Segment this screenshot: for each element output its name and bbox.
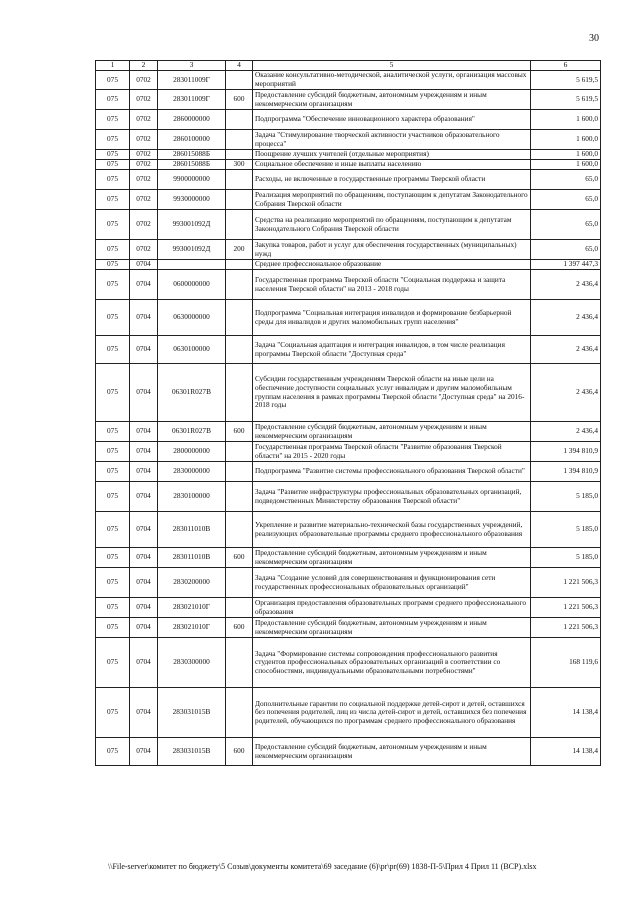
cell-description: Подпрограмма "Обеспечение инновационного характера образования" bbox=[253, 110, 531, 130]
cell-expense-type bbox=[226, 598, 253, 618]
budget-table bbox=[95, 60, 601, 766]
cell-description: Укрепление и развитие материально-технической базы государственных учреждений, реализующих образовательные программы среднего профессионального образования bbox=[253, 512, 531, 548]
cell-amount: 1 221 506,3 bbox=[531, 618, 601, 638]
cell-expense-type bbox=[226, 130, 253, 150]
cell-section: 0702 bbox=[130, 71, 158, 90]
cell-section: 0702 bbox=[130, 210, 158, 240]
cell-ministry: 075 bbox=[96, 170, 130, 190]
cell-description: Средства на реализацию мероприятий по обращениям, поступающим к депутатам Законодательного Собрания Тверской области bbox=[253, 210, 531, 240]
header-cell: 1 bbox=[96, 61, 130, 71]
cell-expense-type bbox=[226, 442, 253, 462]
cell-target-code: 0630100000 bbox=[158, 336, 226, 364]
cell-target-code: 9930000000 bbox=[158, 190, 226, 210]
cell-expense-type bbox=[226, 300, 253, 336]
cell-expense-type bbox=[226, 71, 253, 90]
cell-ministry: 075 bbox=[96, 618, 130, 638]
cell-description: Задача "Развитие инфраструктуры профессиональных образовательных организаций, подведомственных Министерству образования Тверской области" bbox=[253, 482, 531, 512]
table-row bbox=[96, 688, 601, 738]
cell-description: Предоставление субсидий бюджетным, автономным учреждениям и иным некоммерческим организациям bbox=[253, 618, 531, 638]
cell-amount: 2 436,4 bbox=[531, 300, 601, 336]
cell-target-code: 283011009Г bbox=[158, 90, 226, 110]
table-row bbox=[96, 442, 601, 462]
cell-ministry: 075 bbox=[96, 568, 130, 598]
cell-amount: 1 221 506,3 bbox=[531, 598, 601, 618]
cell-description: Государственная программа Тверской области "Развитие образования Тверской области" на 2015 - 2020 годы bbox=[253, 442, 531, 462]
cell-ministry: 075 bbox=[96, 422, 130, 442]
cell-amount: 5 185,0 bbox=[531, 548, 601, 568]
cell-ministry: 075 bbox=[96, 110, 130, 130]
cell-expense-type bbox=[226, 462, 253, 482]
cell-expense-type bbox=[226, 190, 253, 210]
footer-file-path: \\File-server\комитет по бюджету\5 Созыв\документы комитета\69 заседание (6)\pr\pr(69) 1838-П-5\Прил 4 Прил 11 (ВСР).xlsx bbox=[108, 862, 537, 871]
cell-amount: 168 119,6 bbox=[531, 638, 601, 688]
cell-ministry: 075 bbox=[96, 548, 130, 568]
table-row bbox=[96, 462, 601, 482]
cell-ministry: 075 bbox=[96, 150, 130, 160]
cell-section: 0702 bbox=[130, 150, 158, 160]
cell-expense-type bbox=[226, 336, 253, 364]
cell-description: Поощрение лучших учителей (отдельные мероприятия) bbox=[253, 150, 531, 160]
table-row bbox=[96, 110, 601, 130]
cell-expense-type bbox=[226, 482, 253, 512]
table-row bbox=[96, 260, 601, 270]
cell-section: 0702 bbox=[130, 160, 158, 170]
cell-section: 0704 bbox=[130, 618, 158, 638]
cell-section: 0702 bbox=[130, 110, 158, 130]
cell-description: Предоставление субсидий бюджетным, автономным учреждениям и иным некоммерческим организациям bbox=[253, 422, 531, 442]
cell-target-code: 2800000000 bbox=[158, 442, 226, 462]
cell-section: 0704 bbox=[130, 548, 158, 568]
cell-description: Оказание консультативно-методической, аналитической услуги, организация массовых мероприятий bbox=[253, 71, 531, 90]
cell-target-code: 283011009Г bbox=[158, 71, 226, 90]
cell-amount: 5 619,5 bbox=[531, 90, 601, 110]
cell-target-code: 283031015В bbox=[158, 688, 226, 738]
cell-section: 0704 bbox=[130, 482, 158, 512]
table-header-row bbox=[96, 61, 601, 71]
cell-expense-type: 600 bbox=[226, 738, 253, 766]
cell-description: Закупка товаров, работ и услуг для обеспечения государственных (муниципальных) нужд bbox=[253, 240, 531, 260]
cell-expense-type bbox=[226, 688, 253, 738]
cell-section: 0702 bbox=[130, 240, 158, 260]
cell-amount: 1 600,0 bbox=[531, 160, 601, 170]
cell-expense-type bbox=[226, 638, 253, 688]
cell-target-code: 0630000000 bbox=[158, 300, 226, 336]
table-row bbox=[96, 738, 601, 766]
cell-target-code: 2830100000 bbox=[158, 482, 226, 512]
cell-ministry: 075 bbox=[96, 270, 130, 300]
cell-expense-type bbox=[226, 512, 253, 548]
cell-section: 0704 bbox=[130, 300, 158, 336]
cell-expense-type bbox=[226, 110, 253, 130]
cell-section: 0704 bbox=[130, 422, 158, 442]
cell-ministry: 075 bbox=[96, 738, 130, 766]
cell-amount: 2 436,4 bbox=[531, 422, 601, 442]
cell-target-code bbox=[158, 260, 226, 270]
cell-target-code: 993001092Д bbox=[158, 240, 226, 260]
header-cell: 6 bbox=[531, 61, 601, 71]
table-row bbox=[96, 548, 601, 568]
cell-ministry: 075 bbox=[96, 240, 130, 260]
cell-expense-type bbox=[226, 364, 253, 422]
cell-ministry: 075 bbox=[96, 442, 130, 462]
cell-target-code: 2830300000 bbox=[158, 638, 226, 688]
cell-section: 0704 bbox=[130, 336, 158, 364]
cell-section: 0702 bbox=[130, 90, 158, 110]
cell-section: 0704 bbox=[130, 270, 158, 300]
cell-description: Государственная программа Тверской области "Социальная поддержка и защита населения Тверской области" на 2013 - 2018 годы bbox=[253, 270, 531, 300]
cell-ministry: 075 bbox=[96, 300, 130, 336]
table-row bbox=[96, 422, 601, 442]
cell-expense-type bbox=[226, 568, 253, 598]
cell-target-code: 2830000000 bbox=[158, 462, 226, 482]
cell-amount: 65,0 bbox=[531, 190, 601, 210]
cell-section: 0702 bbox=[130, 130, 158, 150]
cell-target-code: 286015088Б bbox=[158, 150, 226, 160]
table-row bbox=[96, 638, 601, 688]
cell-section: 0704 bbox=[130, 688, 158, 738]
table-row bbox=[96, 160, 601, 170]
cell-expense-type: 600 bbox=[226, 618, 253, 638]
table-row bbox=[96, 90, 601, 110]
cell-description: Задача "Создание условий для совершенствования и функционирования сети государственных профессиональных образовательных организаций" bbox=[253, 568, 531, 598]
cell-ministry: 075 bbox=[96, 260, 130, 270]
table-row bbox=[96, 130, 601, 150]
cell-target-code: 283011010В bbox=[158, 512, 226, 548]
table-row bbox=[96, 568, 601, 598]
cell-description: Реализация мероприятий по обращениям, поступающим к депутатам Законодательного Собрания Тверской области bbox=[253, 190, 531, 210]
cell-section: 0702 bbox=[130, 190, 158, 210]
cell-target-code: 0600000000 bbox=[158, 270, 226, 300]
cell-expense-type: 600 bbox=[226, 548, 253, 568]
cell-amount: 2 436,4 bbox=[531, 270, 601, 300]
cell-section: 0704 bbox=[130, 364, 158, 422]
cell-expense-type: 600 bbox=[226, 90, 253, 110]
cell-amount: 2 436,4 bbox=[531, 336, 601, 364]
cell-target-code: 2830200000 bbox=[158, 568, 226, 598]
cell-amount: 1 394 810,9 bbox=[531, 462, 601, 482]
cell-target-code: 283021010Г bbox=[158, 618, 226, 638]
header-cell: 5 bbox=[253, 61, 531, 71]
cell-description: Среднее профессиональное образование bbox=[253, 260, 531, 270]
table-row bbox=[96, 190, 601, 210]
cell-expense-type bbox=[226, 270, 253, 300]
header-cell: 4 bbox=[226, 61, 253, 71]
cell-ministry: 075 bbox=[96, 638, 130, 688]
cell-target-code: 283021010Г bbox=[158, 598, 226, 618]
table-row bbox=[96, 170, 601, 190]
cell-description: Подпрограмма "Развитие системы профессионального образования Тверской области" bbox=[253, 462, 531, 482]
cell-description: Расходы, не включенные в государственные программы Тверской области bbox=[253, 170, 531, 190]
table-row bbox=[96, 598, 601, 618]
cell-amount: 1 600,0 bbox=[531, 150, 601, 160]
cell-section: 0704 bbox=[130, 260, 158, 270]
cell-section: 0704 bbox=[130, 738, 158, 766]
cell-description: Подпрограмма "Социальная интеграция инвалидов и формирование безбарьерной среды для инвалидов и других маломобильных групп населения" bbox=[253, 300, 531, 336]
cell-amount: 1 221 506,3 bbox=[531, 568, 601, 598]
cell-amount: 5 185,0 bbox=[531, 512, 601, 548]
cell-target-code: 993001092Д bbox=[158, 210, 226, 240]
cell-target-code: 9900000000 bbox=[158, 170, 226, 190]
cell-amount: 65,0 bbox=[531, 210, 601, 240]
page-number: 30 bbox=[589, 33, 599, 44]
table-row bbox=[96, 150, 601, 160]
cell-description: Организация предоставления образовательных программ среднего профессионального образования bbox=[253, 598, 531, 618]
cell-amount: 2 436,4 bbox=[531, 364, 601, 422]
cell-amount: 5 619,5 bbox=[531, 71, 601, 90]
cell-ministry: 075 bbox=[96, 512, 130, 548]
cell-expense-type: 600 bbox=[226, 422, 253, 442]
cell-description: Задача "Социальная адаптация и интеграция инвалидов, в том числе реализация программы Тверской области "Доступная среда" bbox=[253, 336, 531, 364]
cell-amount: 14 138,4 bbox=[531, 688, 601, 738]
cell-amount: 1 600,0 bbox=[531, 110, 601, 130]
table-row bbox=[96, 482, 601, 512]
cell-ministry: 075 bbox=[96, 130, 130, 150]
cell-expense-type: 300 bbox=[226, 160, 253, 170]
cell-target-code: 2860000000 bbox=[158, 110, 226, 130]
cell-expense-type bbox=[226, 260, 253, 270]
cell-ministry: 075 bbox=[96, 364, 130, 422]
cell-amount: 5 185,0 bbox=[531, 482, 601, 512]
cell-description: Субсидии государственным учреждениям Тверской области на иные цели на обеспечение доступности социальных услуг инвалидам и другим маломобильным группам населения в рамках программы Тверской области "Доступная среда" на 2016-2018 годы bbox=[253, 364, 531, 422]
cell-ministry: 075 bbox=[96, 688, 130, 738]
cell-expense-type bbox=[226, 170, 253, 190]
cell-description: Дополнительные гарантии по социальной поддержке детей-сирот и детей, оставшихся без попечения родителей, лиц из числа детей-сирот и детей, оставшихся без попечения родителей, обучающихся по программам среднего профессионального образования bbox=[253, 688, 531, 738]
table-row bbox=[96, 300, 601, 336]
cell-ministry: 075 bbox=[96, 190, 130, 210]
cell-ministry: 075 bbox=[96, 71, 130, 90]
cell-section: 0704 bbox=[130, 442, 158, 462]
cell-description: Социальное обеспечение и иные выплаты населению bbox=[253, 160, 531, 170]
cell-target-code: 283011010В bbox=[158, 548, 226, 568]
cell-amount: 65,0 bbox=[531, 240, 601, 260]
cell-ministry: 075 bbox=[96, 598, 130, 618]
cell-ministry: 075 bbox=[96, 336, 130, 364]
table-row bbox=[96, 240, 601, 260]
cell-ministry: 075 bbox=[96, 90, 130, 110]
cell-ministry: 075 bbox=[96, 482, 130, 512]
table-row bbox=[96, 210, 601, 240]
cell-expense-type bbox=[226, 150, 253, 160]
cell-expense-type: 200 bbox=[226, 240, 253, 260]
cell-description: Предоставление субсидий бюджетным, автономным учреждениям и иным некоммерческим организациям bbox=[253, 548, 531, 568]
table-row bbox=[96, 618, 601, 638]
cell-ministry: 075 bbox=[96, 210, 130, 240]
cell-amount: 1 600,0 bbox=[531, 130, 601, 150]
cell-section: 0704 bbox=[130, 638, 158, 688]
cell-ministry: 075 bbox=[96, 160, 130, 170]
table-row bbox=[96, 512, 601, 548]
cell-section: 0704 bbox=[130, 462, 158, 482]
cell-section: 0702 bbox=[130, 170, 158, 190]
cell-amount: 1 394 810,9 bbox=[531, 442, 601, 462]
cell-description: Задача "Стимулирование творческой активности участников образовательного процесса" bbox=[253, 130, 531, 150]
cell-description: Задача "Формирование системы сопровождения профессионального развития студентов профессиональных образовательных организаций в соответствии со способностями, индивидуальными образовательными потребностями" bbox=[253, 638, 531, 688]
table-row bbox=[96, 71, 601, 90]
cell-amount: 65,0 bbox=[531, 170, 601, 190]
cell-description: Предоставление субсидий бюджетным, автономным учреждениям и иным некоммерческим организациям bbox=[253, 738, 531, 766]
header-cell: 3 bbox=[158, 61, 226, 71]
cell-amount: 14 138,4 bbox=[531, 738, 601, 766]
cell-section: 0704 bbox=[130, 512, 158, 548]
cell-expense-type bbox=[226, 210, 253, 240]
cell-amount: 1 397 447,3 bbox=[531, 260, 601, 270]
cell-target-code: 283031015В bbox=[158, 738, 226, 766]
cell-ministry: 075 bbox=[96, 462, 130, 482]
cell-section: 0704 bbox=[130, 568, 158, 598]
cell-description: Предоставление субсидий бюджетным, автономным учреждениям и иным некоммерческим организациям bbox=[253, 90, 531, 110]
cell-target-code: 06301R027В bbox=[158, 364, 226, 422]
header-cell: 2 bbox=[130, 61, 158, 71]
table-row bbox=[96, 336, 601, 364]
table-row bbox=[96, 270, 601, 300]
cell-target-code: 06301R027В bbox=[158, 422, 226, 442]
cell-target-code: 2860100000 bbox=[158, 130, 226, 150]
cell-section: 0704 bbox=[130, 598, 158, 618]
table-row bbox=[96, 364, 601, 422]
cell-target-code: 286015088Б bbox=[158, 160, 226, 170]
